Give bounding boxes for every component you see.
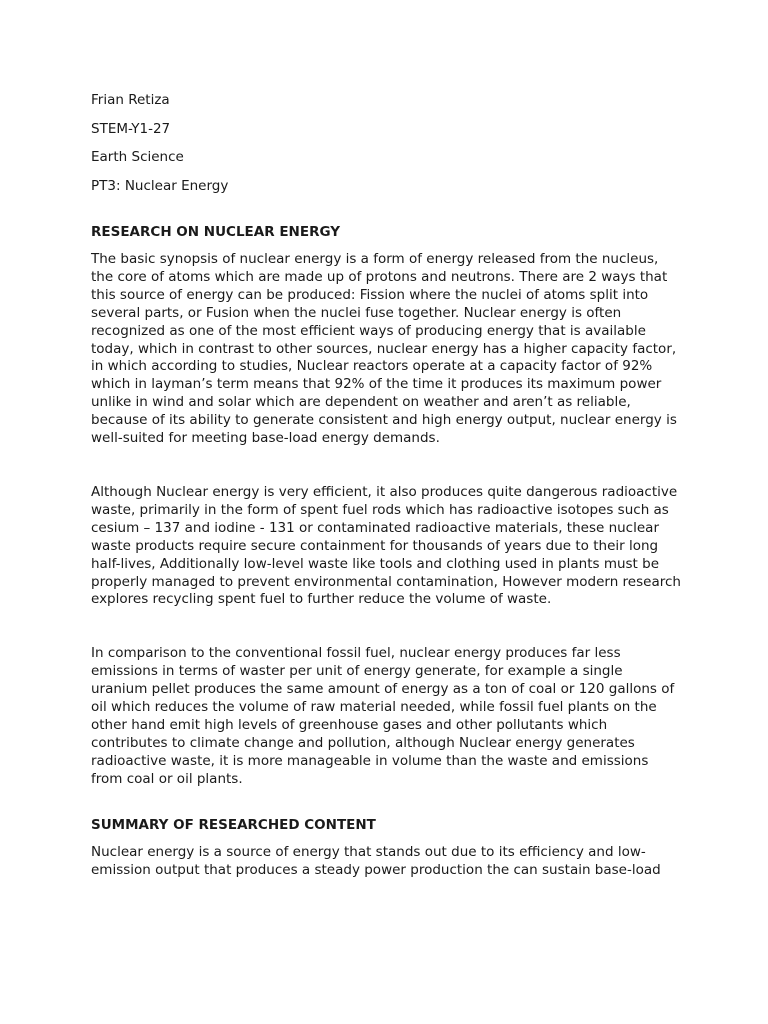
summary-heading: SUMMARY OF RESEARCHED CONTENT [91,816,376,833]
subject-name: Earth Science [91,149,184,165]
document-body [91,91,681,880]
research-paragraph-3: In comparison to the conventional fossil fuel, nuclear energy produces far less emissions in terms of waster per unit of energy generate, for example a single uranium pellet produces the same amount of energy as a ton of coal or 120 gallons of oil which reduces the volume of raw material needed, while fossil fuel plants on the other hand emit high levels of greenhouse gases and other pollutants which contributes to climate change and pollution, although Nuclear energy generates radioactive waste, it is more manageable in volume than the waste and emissions from coal or oil plants. [91,645,675,787]
author-name: Frian Retiza [91,92,170,108]
research-paragraph-2: Although Nuclear energy is very efficient, it also produces quite dangerous radioactive waste, primarily in the form of spent fuel rods which has radioactive isotopes such as cesium – 137 and iodine - 131 or contaminated radioactive materials, these nuclear waste products require secure containment for thousands of years due to their long half-lives, Additionally low-level waste like tools and clothing used in plants must be properly managed to prevent environmental contamination, However modern research explores recycling spent fuel to further reduce the volume of waste. [91,483,681,608]
task-title: PT3: Nuclear Energy [91,177,229,194]
research-paragraph-1: The basic synopsis of nuclear energy is a form of energy released from the nucleus, the core of atoms which are made up of protons and neutrons. There are 2 ways that this source of energy can be produced: Fission where the nuclei of atoms split into several parts, or Fusion when the nuclei fuse together. Nuclear energy is often recognized as one of the most efficient ways of producing energy that is available today, which in contrast to other sources, nuclear energy has a higher capacity factor, in which according to studies, Nuclear reactors operate at a capacity factor of 92% which in layman’s term means that 92% of the time it produces its maximum power unlike in wind and solar which are dependent on weather and aren’t as reliable, because of its ability to generate consistent and high energy output, nuclear energy is well-suited for meeting base-load energy demands. [91,251,677,447]
research-heading: RESEARCH ON NUCLEAR ENERGY [91,223,341,240]
summary-paragraph: Nuclear energy is a source of energy that stands out due to its efficiency and low-emission output that produces a steady power production the can sustain base-load [91,844,661,878]
class-section: STEM-Y1-27 [91,120,171,137]
